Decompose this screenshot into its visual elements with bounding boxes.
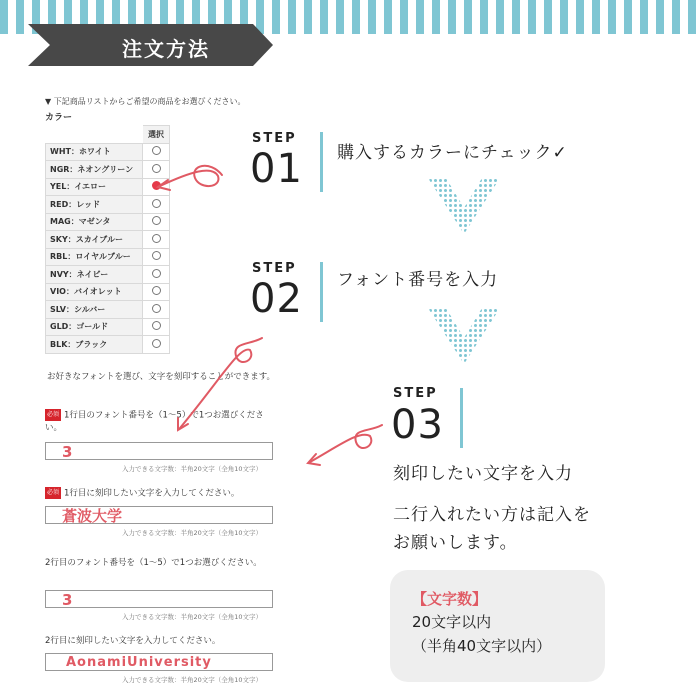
color-label: BLK：ブラック (46, 336, 143, 354)
font-number-line1-input[interactable]: 3 (45, 442, 273, 460)
color-label: MAG：マゼンタ (46, 213, 143, 231)
question-text: 1行目のフォント番号を（1〜5）で1つお選びください。 (45, 410, 264, 433)
step2-number: 02 (250, 276, 303, 322)
step3-divider (460, 388, 463, 448)
engrave-line1-input[interactable]: 蒼波大学 (45, 506, 273, 524)
instruction-text: ▼ 下記商品リストからご希望の商品をお選びください。 (45, 97, 246, 106)
color-label: WHT：ホワイト (46, 143, 143, 161)
char-limit-hint: 入力できる文字数：半角20文字（全角10文字） (122, 529, 263, 537)
step1-label: STEP (252, 131, 297, 146)
color-label: RBL：ロイヤルブルー (46, 248, 143, 266)
step3-number: 03 (391, 402, 444, 448)
color-label: VIO：バイオレット (46, 283, 143, 301)
arrow-step3 (310, 425, 382, 462)
color-label: NVY：ネイビー (46, 266, 143, 284)
color-label: SKY：スカイブルー (46, 231, 143, 249)
char-limit-hint: 入力できる文字数：半角20文字（全角10文字） (122, 613, 263, 621)
question-text-line2: 2行目に刻印したい文字を入力してください。 (45, 636, 221, 646)
question-text: 1行目に刻印したい文字を入力してください。 (64, 488, 240, 499)
step1-divider (320, 132, 323, 192)
step2-label: STEP (252, 261, 297, 276)
step2-divider (320, 262, 323, 322)
color-label: RED：レッド (46, 196, 143, 214)
chevron-down-icon (428, 178, 500, 234)
char-limit-hint: 入力できる文字数：半角20文字（全角10文字） (122, 676, 263, 684)
arrow-step2 (180, 338, 262, 428)
step1-number: 01 (250, 146, 303, 192)
page-title: 注文方法 (122, 37, 210, 61)
step3-text: 刻印したい文字を入力 (393, 464, 573, 484)
step3-label: STEP (393, 386, 438, 401)
step3-note-line2: お願いします。 (393, 533, 518, 553)
engrave-line2-input[interactable]: AonamiUniversity (45, 653, 273, 671)
step2-text: フォント番号を入力 (337, 270, 499, 290)
color-label: SLV：シルバー (46, 301, 143, 319)
question-font-line2: 2行目のフォント番号を（1〜5）で1つお選びください。 (45, 558, 262, 568)
char-limit-line1: 20文字以内 (412, 613, 492, 631)
chevron-down-icon (428, 308, 500, 364)
required-badge: 必須 (45, 487, 61, 499)
select-column-header: 選択 (143, 126, 170, 144)
color-heading: カラー (45, 113, 73, 123)
char-limit-title: 【文字数】 (412, 590, 488, 608)
color-label: GLD：ゴールド (46, 318, 143, 336)
required-badge: 必須 (45, 409, 61, 421)
color-label: NGR：ネオングリーン (46, 161, 143, 179)
step3-note-line1: 二行入れたい方は記入を (393, 505, 591, 525)
font-note: お好きなフォントを選び、文字を刻印することができます。 (46, 372, 276, 382)
char-limit-line2: （半角40文字以内） (412, 637, 552, 655)
arrow-step1 (160, 166, 222, 186)
color-label: YEL：イエロー (46, 178, 143, 196)
step1-text: 購入するカラーにチェック✓ (337, 143, 568, 163)
font-number-line2-input[interactable]: 3 (45, 590, 273, 608)
char-limit-hint: 入力できる文字数：半角20文字（全角10文字） (122, 465, 263, 473)
